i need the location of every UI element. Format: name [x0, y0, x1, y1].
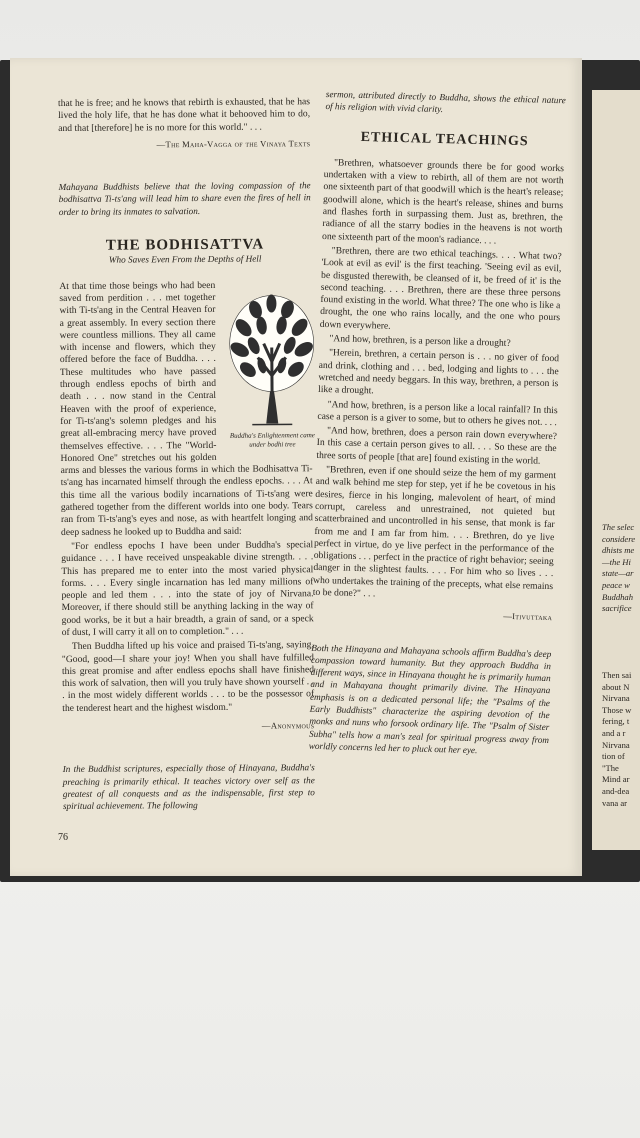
left-column — [58, 96, 315, 814]
bodhisattva-subtitle: Who Saves Even From the Depths of Hell — [108, 253, 262, 266]
facing-body-line: tion of — [602, 751, 625, 762]
ethical-paragraph-1: "Brethren, whatsoever grounds there be for good works undertaken with a view to rebirth, all of them are not worth one sixteenth part of that goodwill which is the heart's release; goodwill alone, which is the heart's release, shines and burns and flashes forth in surpassing them. Just as, brethren, the radiance of all the starry bodies in the heavens is not worth one sixteenth part of the moon's radiance. . . . — [321, 157, 565, 247]
left-closing-note: In the Buddhist scriptures, especially those of Hinayana, Buddha's preaching is primarily ethical. It teaches victory over self as the greatest of all conquests and as the indispensable, first step to spiritual achievement. The following — [62, 762, 315, 812]
bodhisattva-title: THE BODHISATTVA — [105, 236, 265, 254]
facing-body-line: Mind ar — [602, 774, 630, 785]
facing-body-line: Those w — [602, 704, 632, 715]
facing-body-block — [602, 670, 631, 809]
facing-italic-line: considere — [602, 533, 636, 544]
right-column — [309, 88, 566, 760]
facing-italic-line: peace w — [602, 579, 630, 590]
left-page — [10, 58, 582, 876]
facing-body-line: Nirvana — [602, 739, 630, 750]
page-number: 76 — [58, 832, 68, 843]
ethical-paragraph-6: "And how, brethren, does a person rain down everywhere? In this case a certain person gives to all. . . . So these are the three sorts of people [that are] found existing in the world. — [316, 425, 558, 467]
bodhisattva-paragraph-2: "For endless epochs I have been under Buddha's special guidance . . . I have received unspeakable divine strength. . . . This has prepared me to enter into the most varied physical forms. . . . Every single incarnation has led many millions of people and led them . . . into the state of joy of Nirvana. Moreover, if there should still be anything lacking in the way of good works, be it but a hair breadth, a grain of sand, or a speck of dust, I will carry it all on to completion." . . . — [61, 539, 314, 638]
ethical-paragraph-2: "Brethren, there are two ethical teachings. . . . What two? 'Look at evil as evil' is the first teaching. 'Seeing evil as evil, be disgusted therewith, be cleansed of it, be freed of it' is the second teaching. . . . Brethren, there are these three persons found existing in the world. What three? The one who is like a drought, the one who rains locally, and the one who pours down everywhere. — [319, 245, 562, 332]
facing-italic-line: The selec — [602, 522, 635, 532]
facing-italic-line: sacrifice — [602, 603, 632, 614]
facing-body-line: fering, t — [602, 716, 630, 727]
facing-body-line: Nirvana — [602, 693, 630, 704]
figure-caption: Buddha's Enlightenment came under bodhi tree — [229, 431, 315, 449]
facing-body-line: and a r — [602, 727, 626, 738]
facing-body-line: "The — [602, 762, 619, 773]
ethical-paragraph-7: "Brethren, even if one should seize the hem of my garment and walk behind me step for step, yet if he be covetous in his desires, fierce in his longing, malevolent of heart, of mind corrupt, careless and unrestrained, not quieted but scatterbrained and uncontrolled in his sense, that monk is far from me and I am far from him. . . . Brethren, do ye live perfect in virtue, do ye live perfect in the performance of the obligations . . . perfect in the practice of right behavior; seeing danger in the slightest faults. . . . For him who so lives . . . who undertakes the training of the precepts, what else remains to be done?" . . . — [312, 464, 557, 600]
facing-italic-line: Buddhah — [602, 591, 634, 602]
bodhisattva-paragraph-1: At that time those beings who had been saved from perdition . . . met together with Ti-ts'ang in the Central Heaven for a great assembly. In every section there were countless millions. They all came with incense and flowers, which they offered before the face of Buddha. . . . These multitudes who have passed through endless epochs of birth and death . . . now stand in the Central Heaven with the proof of experience, for Ti-ts'ang's solemn pledges and his great all-embracing mercy have proved themselves effective. . . . The "World-Honored One" stretches out his golden arms and blesses the various forms in which the Bodhisattva Ti-ts'ang has incarnated himself through the endless epochs. . . . At this time all the various bodily incarnations of Ti-ts'ang were gathered together from the different worlds into one body. Tears ran from Ti-ts'ang's eyes and nose, as with heartfelt longing and deep sadness he looked up to Buddha and said: — [59, 279, 313, 538]
figure-block — [221, 287, 322, 452]
ethical-paragraph-4: "Herein, brethren, a certain person is . . . no giver of food and drink, clothing and . . . bed, lodging and lights to . . . the wretched and needy beggars. In this way, brethren, a person is like a drought. — [317, 347, 560, 397]
bodhi-tree-illustration-icon — [221, 287, 322, 428]
facing-body-line: and-dea — [602, 785, 630, 796]
right-closing-note: Both the Hinayana and Mahayana schools affirm Buddha's deep compassion toward humanity. But they approach Buddha in different ways, since in Hinayana thought he is primarily human and in Mahayana thought primarily divine. The Hinayana emphasis is on a dedicated personal life; the "Psalms of the Early Buddhists" characterize the aspiring devotion of the monks and nuns who forsook ordinary life. The "Psalm of Sister Subha" tells how a man's zeal for spiritual progress away from worldly concerns led her to pluck out her eye. — [308, 642, 552, 756]
facing-italic-block — [602, 522, 635, 615]
bodhisattva-paragraph-3: Then Buddha lifted up his voice and praised Ti-ts'ang, saying, "Good, good—I share your joy! When you shall have fulfilled this great promise and after endless epochs shall have finished this work of salvation, then will you truly have shown yourself . . . in the most widely different worlds . . . to be the possessor of the tenderest heart and the highest wisdom." — [61, 639, 315, 714]
facing-italic-line: —the Hi — [602, 556, 631, 567]
facing-body-line: about N — [602, 681, 630, 692]
bodhisattva-attribution: —Anonymous — [261, 720, 315, 731]
left-intro-attribution: —The Maha-Vagga of the Vinaya Texts — [156, 138, 311, 150]
ethical-attribution: —Itivuttaka — [503, 611, 553, 623]
facing-body-line: Then sai — [602, 670, 632, 680]
facing-body-line: vana ar — [602, 797, 628, 808]
left-intro-text: that he is free; and he knows that rebirth is exhausted, that he has lived the holy life, that he has done what it behooved him to do, and that [therefore] he is no more for this world." . . . — [58, 96, 311, 134]
preface-note: Mahayana Buddhists believe that the loving compassion of the bodhisattva Ti-ts'ang will lead him to share even the fires of hell in order to bring its inmates to salvation. — [58, 180, 311, 217]
facing-page — [592, 90, 640, 850]
facing-italic-line: dhists me — [602, 545, 635, 556]
right-intro-text: sermon, attributed directly to Buddha, shows the ethical nature of his religion with vivid clarity. — [325, 88, 566, 115]
facing-italic-line: state—ar — [602, 568, 634, 579]
ethical-paragraph-5: "And how, brethren, is a person like a local rainfall? In this case a person is a giver to some, but to others he gives not. . . . — [317, 398, 558, 428]
ethical-teachings-title: ETHICAL TEACHINGS — [360, 129, 529, 149]
ethical-paragraph-3: "And how, brethren, is a person like a drought? — [329, 333, 511, 349]
